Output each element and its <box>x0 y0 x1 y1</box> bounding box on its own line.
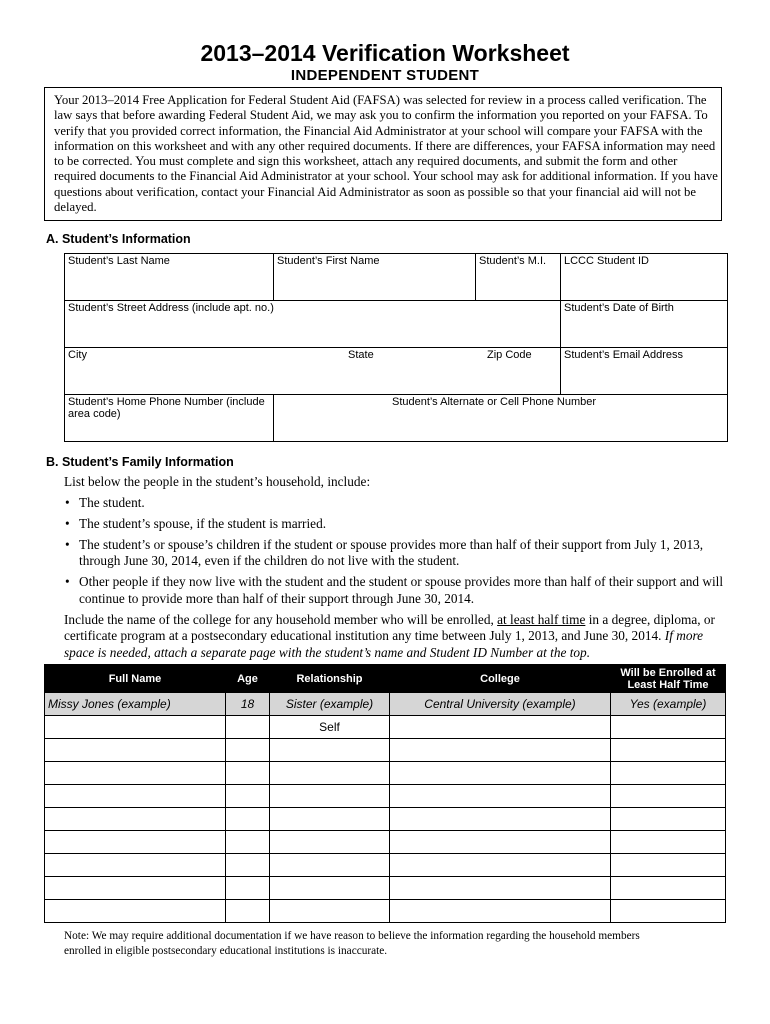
city-label: City <box>68 349 87 361</box>
table-row <box>45 877 726 900</box>
col-age: Age <box>226 665 270 693</box>
last-name-field[interactable] <box>65 254 274 301</box>
list-item: • The student’s or spouse’s children if the student or spouse provides more than half of their support from July 1, 2013, through June 30, 2014, even if the children do not live with the student. <box>65 536 704 568</box>
section-b-heading: B. Student’s Family Information <box>46 455 234 469</box>
name-cell[interactable] <box>45 900 226 923</box>
table-row <box>45 785 726 808</box>
mi-field[interactable] <box>476 254 561 301</box>
college-cell[interactable] <box>390 716 611 739</box>
college-cell[interactable] <box>390 900 611 923</box>
street-address-field[interactable] <box>65 301 561 348</box>
relationship-cell[interactable] <box>270 762 390 785</box>
relationship-cell[interactable] <box>270 854 390 877</box>
student-info-table <box>64 253 728 442</box>
col-college: College <box>390 665 611 693</box>
name-cell[interactable] <box>45 716 226 739</box>
footnote: Note: We may require additional documentation if we have reason to believe the information regarding the household members enrolled in eligible postsecondary educational institutions is inaccurate. <box>64 930 640 957</box>
enrolled-cell[interactable] <box>611 808 726 831</box>
city-state-zip-field[interactable] <box>65 348 561 395</box>
email-label: Student’s Email Address <box>564 349 684 361</box>
list-item: • Other people if they now live with the student and the student or spouse provides more than half of their support and will continue to provide more than half of their support through June 30, 2014. <box>65 574 724 606</box>
student-id-field[interactable] <box>561 254 728 301</box>
relationship-cell: Self <box>270 716 390 739</box>
age-cell[interactable] <box>226 854 270 877</box>
name-cell[interactable] <box>45 808 226 831</box>
table-row <box>45 831 726 854</box>
age-cell[interactable] <box>226 900 270 923</box>
family-table-header <box>45 665 726 693</box>
enrolled-cell[interactable] <box>611 854 726 877</box>
enrolled-cell[interactable] <box>611 831 726 854</box>
bullet-icon: • <box>65 494 70 510</box>
list-item: • The student. <box>65 494 145 510</box>
home-phone-field[interactable] <box>65 395 274 442</box>
intro-box: Your 2013–2014 Free Application for Federal Student Aid (FAFSA) was selected for review in a process called verification. The law says that before awarding Federal Student Aid, we may ask you to confirm the information you reported on your FAFSA. To verify that you provided correct information, the Financial Aid Administrator at your school will compare your FAFSA with the information on this worksheet and with any other required documents. If there are differences, your FAFSA information may need to be corrected. You must complete and sign this worksheet, attach any required documents, and submit the form and other required documents to the Financial Aid Administrator at your school. Your school may ask for additional information. If you have questions about verification, contact your Financial Aid Administrator as soon as possible so that your financial aid will not be delayed. <box>44 87 722 221</box>
alt-phone-label: Student’s Alternate or Cell Phone Number <box>392 396 597 408</box>
col-enrolled: Will be Enrolled at Least Half Time <box>611 665 726 693</box>
table-row <box>45 900 726 923</box>
relationship-cell[interactable] <box>270 808 390 831</box>
dob-label: Student’s Date of Birth <box>564 302 674 314</box>
alt-phone-field[interactable] <box>274 395 728 442</box>
name-cell[interactable] <box>45 762 226 785</box>
dob-field[interactable] <box>561 301 728 348</box>
page-subtitle: INDEPENDENT STUDENT <box>290 67 480 84</box>
page-title: 2013–2014 Verification Worksheet <box>200 40 570 66</box>
college-cell[interactable] <box>390 854 611 877</box>
list-item: • The student’s spouse, if the student is married. <box>65 515 327 531</box>
enrolled-cell[interactable] <box>611 877 726 900</box>
family-lead: List below the people in the student’s household, include: <box>64 474 371 489</box>
college-cell[interactable] <box>390 808 611 831</box>
table-row <box>45 854 726 877</box>
bullet-icon: • <box>65 515 70 531</box>
age-cell[interactable] <box>226 762 270 785</box>
college-cell[interactable] <box>390 785 611 808</box>
relationship-cell[interactable] <box>270 900 390 923</box>
last-name-label: Student’s Last Name <box>68 255 170 267</box>
enrolled-cell[interactable] <box>611 785 726 808</box>
family-instructions <box>64 474 734 661</box>
student-id-label: LCCC Student ID <box>564 255 649 267</box>
street-address-label: Student’s Street Address (include apt. no.) <box>68 302 274 314</box>
age-cell[interactable] <box>226 739 270 762</box>
enrolled-cell[interactable] <box>611 762 726 785</box>
state-label: State <box>348 349 374 361</box>
col-full-name: Full Name <box>45 665 226 693</box>
college-cell[interactable] <box>390 762 611 785</box>
first-name-field[interactable] <box>274 254 476 301</box>
section-a-heading: A. Student’s Information <box>46 232 191 246</box>
example-row: Missy Jones (example) 18 Sister (example) Central University (example) Yes (example) <box>45 693 726 716</box>
table-row <box>45 808 726 831</box>
age-cell[interactable] <box>226 877 270 900</box>
email-field[interactable] <box>561 348 728 395</box>
household-list <box>64 495 734 608</box>
table-row <box>45 762 726 785</box>
relationship-cell[interactable] <box>270 785 390 808</box>
age-cell[interactable] <box>226 716 270 739</box>
name-cell[interactable] <box>45 877 226 900</box>
enrolled-cell[interactable] <box>611 716 726 739</box>
home-phone-label: Student’s Home Phone Number (include area code) <box>68 396 265 420</box>
mi-label: Student’s M.I. <box>479 255 547 267</box>
include-instructions: Include the name of the college for any household member who will be enrolled, at least half time in a degree, diploma, or certificate program at a postsecondary educational institution any time between July 1, 2013, and June 30, 2014. If more space is needed, attach a separate page with the student’s name and Student ID Number at the top. <box>64 611 715 660</box>
relationship-cell[interactable] <box>270 831 390 854</box>
relationship-cell[interactable] <box>270 877 390 900</box>
name-cell[interactable] <box>45 831 226 854</box>
college-cell[interactable] <box>390 877 611 900</box>
age-cell[interactable] <box>226 831 270 854</box>
bullet-icon: • <box>65 536 70 552</box>
table-row <box>45 716 726 739</box>
enrolled-cell[interactable] <box>611 739 726 762</box>
enrolled-cell[interactable] <box>611 900 726 923</box>
college-cell[interactable] <box>390 739 611 762</box>
bullet-icon: • <box>65 574 70 589</box>
age-cell[interactable] <box>226 808 270 831</box>
relationship-cell[interactable] <box>270 739 390 762</box>
name-cell[interactable] <box>45 785 226 808</box>
name-cell[interactable] <box>45 739 226 762</box>
zip-label: Zip Code <box>487 349 532 361</box>
age-cell[interactable] <box>226 785 270 808</box>
name-cell[interactable] <box>45 854 226 877</box>
college-cell[interactable] <box>390 831 611 854</box>
family-table <box>44 664 726 923</box>
col-relationship: Relationship <box>270 665 390 693</box>
table-row <box>45 739 726 762</box>
first-name-label: Student’s First Name <box>277 255 380 267</box>
